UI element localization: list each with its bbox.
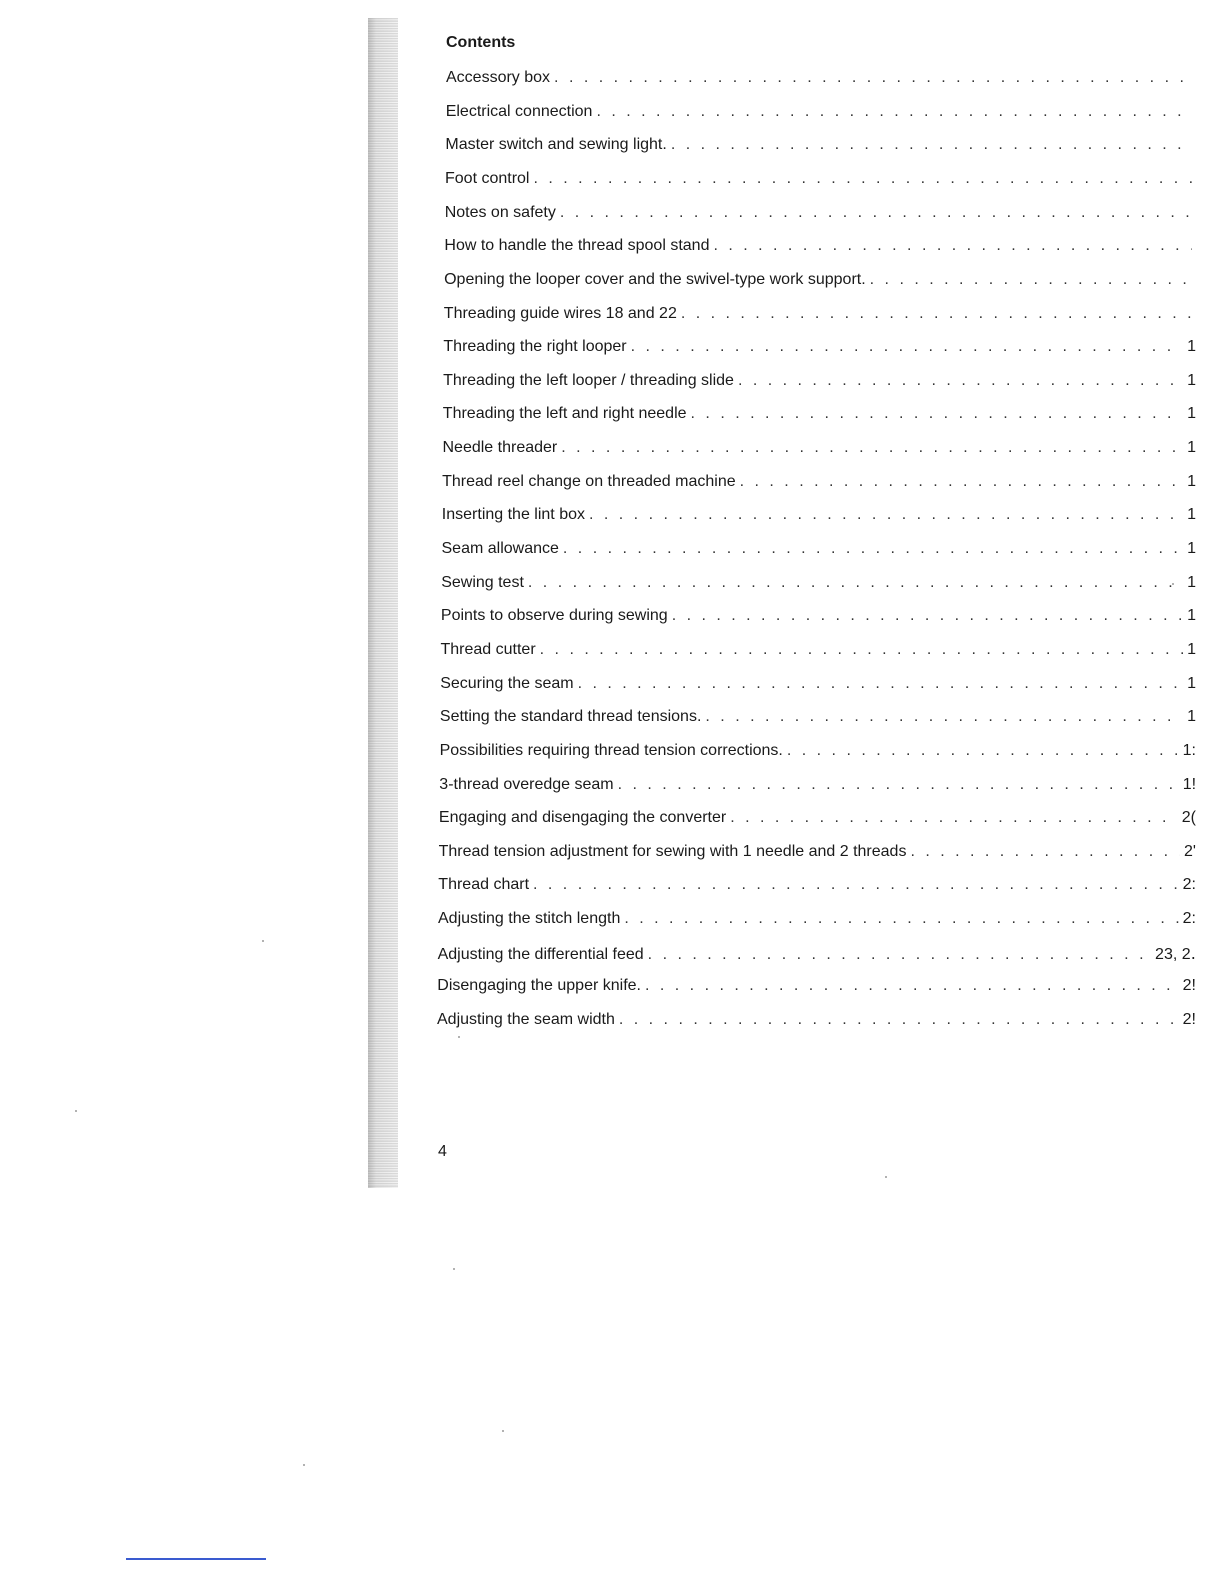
toc-entry-page: 1: [1187, 674, 1196, 692]
toc-entry-label: Seam allowance: [441, 540, 559, 557]
toc-entry-page: 2!: [1182, 1011, 1196, 1028]
toc-leader-dots: [672, 607, 1183, 625]
toc-entry: [441, 574, 1196, 596]
toc-entry-label: Foot control: [445, 169, 530, 187]
toc-entry-page: 1:: [1182, 741, 1196, 759]
toc-leader-dots: [589, 506, 1183, 524]
toc-leader-dots: [648, 946, 1151, 964]
toc-entry: [443, 372, 1196, 394]
toc-entry-label: How to handle the thread spool stand: [444, 237, 710, 255]
toc-entry-label: Adjusting the differential feed: [437, 945, 644, 963]
toc-entry-label: Notes on safety: [444, 203, 556, 221]
toc-leader-dots: [740, 473, 1183, 491]
toc-entry: [438, 910, 1196, 932]
toc-entry: [438, 944, 1196, 966]
toc-leader-dots: [596, 103, 1192, 121]
toc-entry: [444, 271, 1196, 293]
toc-leader-dots: [705, 708, 1183, 726]
toc-entry: [437, 977, 1196, 999]
toc-leader-dots: [713, 237, 1192, 255]
toc-entry-label: Inserting the lint box: [441, 506, 585, 524]
toc-entry-page: 1: [1187, 708, 1196, 726]
toc-leader-dots: [691, 405, 1184, 423]
toc-entry-page: 23, 2․: [1155, 945, 1196, 963]
toc-entry-page: 1: [1187, 472, 1196, 490]
toc-entry-label: Threading the left looper / threading slide: [443, 371, 734, 389]
toc-entry: [439, 776, 1196, 798]
scan-speck: [303, 1464, 305, 1466]
toc-entry-page: 2:: [1182, 876, 1196, 894]
toc-entry: [444, 237, 1196, 259]
scan-margin-line: [126, 1558, 266, 1560]
scan-speck: [453, 1268, 455, 1270]
scan-speck: [885, 1176, 887, 1178]
toc-leader-dots: [578, 675, 1183, 693]
toc-entry: [445, 204, 1196, 226]
toc-leader-dots: [554, 69, 1192, 87]
toc-entry-label: Adjusting the stitch length: [438, 910, 621, 928]
toc-entry-page: 2:: [1182, 910, 1196, 928]
toc-leader-dots: [561, 439, 1183, 457]
toc-entry: [442, 540, 1197, 562]
toc-entry: [443, 405, 1196, 427]
toc-entry-page: 1: [1187, 607, 1196, 625]
toc-entry: [443, 338, 1196, 360]
toc-entry-label: Accessory box: [446, 69, 551, 86]
toc-entry-label: Master switch and sewing light.: [445, 136, 667, 154]
toc-entry: [440, 675, 1196, 697]
toc-leader-dots: [533, 170, 1192, 188]
toc-entry-page: 1: [1187, 371, 1196, 389]
toc-entry: [444, 305, 1196, 327]
toc-entry: [445, 136, 1196, 158]
toc-entry-page: 2!: [1182, 977, 1196, 995]
toc-leader-dots: [738, 372, 1183, 390]
scan-speck: [262, 940, 264, 942]
toc-entry: [440, 742, 1196, 764]
toc-leader-dots: [618, 776, 1179, 794]
toc-leader-dots: [671, 136, 1192, 154]
toc-entry-label: Setting the standard thread tensions.: [439, 708, 702, 726]
toc-leader-dots: [645, 977, 1179, 995]
toc-entry: [440, 708, 1196, 730]
toc-leader-dots: [619, 1011, 1179, 1029]
toc-entry-label: Threading guide wires 18 and 22: [443, 304, 677, 322]
toc-entry-page: 1: [1187, 405, 1196, 423]
toc-entry-label: Possibilities requiring thread tension corrections.: [439, 741, 783, 759]
scan-speck: [502, 1430, 504, 1432]
toc-entry-label: Thread cutter: [440, 640, 536, 658]
toc-entry-label: Sewing test: [441, 573, 524, 591]
toc-entry: [442, 473, 1196, 495]
toc-entry: [441, 607, 1196, 629]
toc-entry-page: 2(: [1181, 809, 1196, 827]
toc-leader-dots: [560, 204, 1192, 222]
page-number: 4: [438, 1143, 447, 1160]
toc-entry: [437, 1011, 1196, 1033]
toc-entry-label: Electrical connection: [445, 102, 593, 120]
toc-entry: [446, 69, 1196, 91]
toc-entry-page: 1: [1187, 640, 1196, 658]
toc-entry: [439, 843, 1196, 865]
toc-entry: [442, 506, 1196, 528]
toc-entry-label: Threading the left and right needle: [442, 405, 687, 423]
toc-leader-dots: [540, 641, 1183, 659]
toc-entry-label: Thread tension adjustment for sewing with 1 needle and 2 threads: [438, 842, 907, 860]
toc-entry-page: 2': [1184, 842, 1196, 860]
toc-leader-dots: [624, 910, 1178, 928]
toc-entry-page: 1!: [1182, 775, 1197, 793]
toc-entry-label: Opening the looper cover and the swivel-type work support.: [444, 270, 866, 288]
toc-entry: [441, 641, 1197, 663]
scan-speck: [458, 1036, 460, 1038]
toc-entry-label: Threading the right looper: [443, 338, 627, 356]
toc-leader-dots: [787, 742, 1179, 760]
toc-entry-page: 1: [1187, 506, 1196, 524]
toc-entry: [439, 809, 1196, 831]
toc-entry-label: Thread reel change on threaded machine: [442, 472, 736, 490]
toc-leader-dots: [533, 876, 1179, 894]
toc-leader-dots: [870, 271, 1192, 289]
toc-entry-page: 1: [1187, 338, 1196, 356]
toc-leader-dots: [631, 338, 1183, 356]
toc-entry-page: 1: [1187, 439, 1196, 457]
toc-entry-page: 1: [1187, 573, 1196, 591]
scan-speck: [1172, 583, 1174, 585]
toc-entry-label: Thread chart: [438, 876, 530, 894]
toc-leader-dots: [528, 574, 1183, 592]
toc-leader-dots: [681, 305, 1192, 323]
toc-entry-label: Needle threader: [442, 439, 558, 457]
toc-entry-label: Adjusting the seam width: [437, 1011, 615, 1028]
toc-leader-dots: [910, 843, 1180, 861]
toc-leader-dots: [730, 809, 1178, 827]
toc-entry: [438, 876, 1196, 898]
toc-entry-page: 1: [1187, 540, 1196, 557]
toc-entry-label: Engaging and disengaging the converter: [438, 809, 727, 827]
toc-entry-label: Points to observe during sewing: [440, 607, 668, 625]
scan-speck: [75, 1110, 77, 1112]
toc-entry-label: Disengaging the upper knife.: [437, 977, 641, 995]
toc-entry: [446, 103, 1196, 125]
toc-entry-label: Securing the seam: [440, 674, 574, 692]
page-title: Contents: [446, 34, 516, 51]
toc-entry-label: 3-thread overedge seam: [439, 775, 614, 793]
toc-entry: [443, 439, 1197, 461]
toc-entry: [445, 170, 1196, 192]
toc-leader-dots: [563, 540, 1183, 558]
